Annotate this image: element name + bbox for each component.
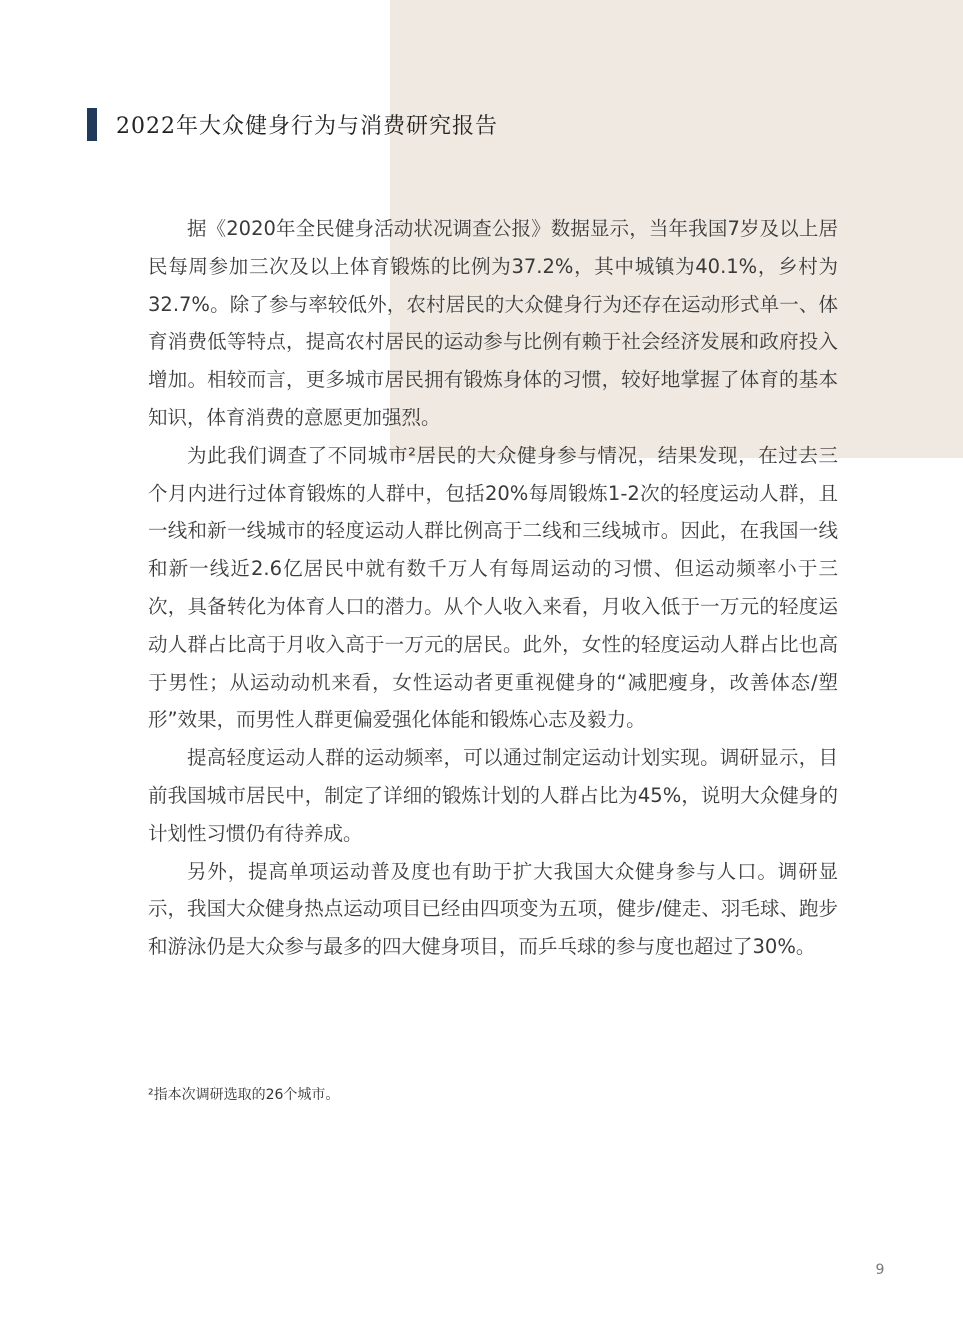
- paragraph: 另外，提高单项运动普及度也有助于扩大我国大众健身参与人口。调研显示，我国大众健身热点运动项目已经由四项变为五项，健步/健走、羽毛球、跑步和游泳仍是大众参与最多的四大健身项目，而乒乓球的参与度也超过了30%。: [148, 859, 838, 959]
- header-accent-bar: [87, 108, 97, 141]
- report-title: 2022年大众健身行为与消费研究报告: [116, 113, 498, 139]
- footnote: ²指本次调研选取的26个城市。: [148, 1087, 340, 1103]
- paragraph: 为此我们调查了不同城市²居民的大众健身参与情况，结果发现，在过去三个月内进行过体育锻炼的人群中，包括20%每周锻炼1-2次的轻度运动人群，且一线和新一线城市的轻度运动人群比例高于二线和三线城市。因此，在我国一线和新一线近2.6亿居民中就有数千万人有每周运动的习惯、但运动频率小于三次，具备转化为体育人口的潜力。从个人收入来看，月收入低于一万元的轻度运动人群占比高于月收入高于一万元的居民。此外，女性的轻度运动人群占比也高于男性；从运动动机来看，女性运动者更重视健身的“减肥瘦身，改善体态/塑形”效果，而男性人群更偏爱强化体能和锻炼心志及毅力。: [148, 443, 838, 732]
- page-number: 9: [875, 1262, 885, 1278]
- paragraph: 据《2020年全民健身活动状况调查公报》数据显示，当年我国7岁及以上居民每周参加三次及以上体育锻炼的比例为37.2%，其中城镇为40.1%，乡村为32.7%。除了参与率较低外，农村居民的大众健身行为还存在运动形式单一、体育消费低等特点，提高农村居民的运动参与比例有赖于社会经济发展和政府投入增加。相较而言，更多城市居民拥有锻炼身体的习惯，较好地掌握了体育的基本知识，体育消费的意愿更加强烈。: [148, 217, 838, 429]
- report-header: [87, 107, 498, 141]
- paragraph: 提高轻度运动人群的运动频率，可以通过制定运动计划实现。调研显示，目前我国城市居民中，制定了详细的锻炼计划的人群占比为45%，说明大众健身的计划性习惯仍有待养成。: [148, 746, 838, 845]
- body-text: [148, 210, 838, 966]
